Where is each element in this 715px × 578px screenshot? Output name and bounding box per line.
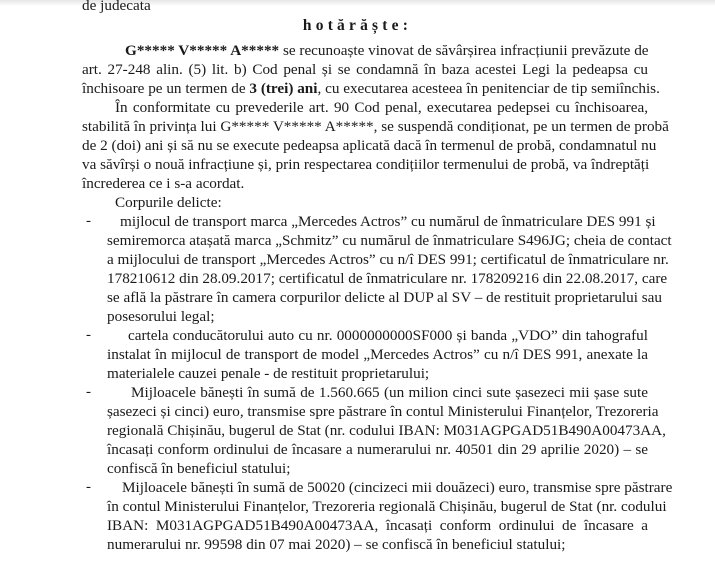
evidence-item-1-line-2: semiremorca atașată marca „Schmitz” cu numărul de înmatriculare S496JG; cheia de contact — [107, 232, 672, 249]
evidence-item-1-line-6: posesorului legal; — [107, 308, 215, 325]
bullet-dash: - — [86, 479, 91, 495]
verdict-line-3 — [82, 79, 660, 98]
bullet-dash: - — [86, 327, 91, 343]
top-fragment: de judecata — [82, 0, 151, 14]
evidence-item-3-line-1: Mijloacele bănești în sumă de 1.560.665 (un milion cinci sute șasezeci mii șase sute — [131, 384, 648, 401]
bullet-dash: - — [86, 384, 91, 400]
evidence-item-4-line-2: în contul Ministerului Finanțelor, Trezoreria regională Chișinău, bugerul de Stat (nr. codului — [107, 498, 667, 515]
evidence-item-1-line-5: se află la păstrare în camera corpurilor delicte al DUP al SV – de restituit proprietarului sau — [107, 289, 662, 306]
suspension-line-4: va săvîrși o nouă infracțiune și, prin respectarea condițiilor termenului de probă, va îndreptăți — [82, 156, 650, 173]
suspension-line-5: încrederea ce i s-a acordat. — [82, 175, 245, 192]
evidence-item-4-line-4: numerarului nr. 99598 din 07 mai 2020) – se confiscă în beneficiul statului; — [107, 536, 566, 553]
suspension-line-1: În conformitate cu prevederile art. 90 Cod penal, executarea pedepsei cu închisoarea, — [115, 99, 648, 116]
verdict-text: , cu executarea acesteea în penitenciar de tip semiînchis. — [317, 80, 660, 97]
evidence-item-3-line-5: confiscă în beneficiul statului; — [107, 460, 291, 477]
bullet-dash: - — [86, 213, 91, 229]
suspension-line-2: stabilită în privința lui G***** V***** A*****, se suspendă condiționat, pe un termen de probă — [82, 118, 669, 135]
evidence-item-3-line-2: șasezeci și cinci) euro, transmise spre păstrare în contul Ministerului Finanțelor, Trezoreria — [107, 403, 659, 420]
evidence-item-3-line-3: regională Chișinău, bugerul de Stat (nr. codului IBAN: M031AGPGAD51B490A00473AA, — [107, 422, 666, 439]
evidence-item-4-line-3: IBAN: M031AGPGAD51B490A00473AA, încasați conform ordinului de încasare a — [107, 517, 648, 534]
evidence-item-2-line-2: instalat în mijlocul de transport de model „Mercedes Actros” cu n/î DES 991, anexate la — [107, 346, 648, 363]
evidence-item-3-line-4: încasați conform ordinului de încasare a numerarului nr. 40501 din 29 aprilie 2020) – se — [107, 441, 648, 458]
evidence-item-1-line-4: 178210612 din 28.09.2017; certificatul de înmatriculare nr. 178209216 din 22.08.2017, care — [107, 270, 668, 287]
evidence-item-1-line-1: mijlocul de transport marca „Mercedes Actros” cu numărul de înmatriculare DES 991 și — [120, 213, 656, 230]
evidence-item-2-line-1: cartela conducătorului auto cu nr. 0000000000SF000 și banda „VDO” din tahograful — [128, 327, 648, 344]
evidence-item-4-line-1: Mijloacele bănești în sumă de 50020 (cincizeci mii douăzeci) euro, transmise spre păstrare — [122, 479, 673, 496]
suspension-line-3: de 2 (doi) ani și să nu se execute pedeapsa aplicată dacă în termenul de probă, condamnatul nu — [82, 137, 657, 154]
verdict-text: se recunoaște vinovat de săvârșirea infracțiunii prevăzute de — [279, 42, 649, 59]
defendant-name: G***** V***** A***** — [125, 42, 280, 59]
section-heading: hotărăște: — [302, 17, 413, 34]
evidence-label: Corpurile delicte: — [115, 194, 222, 211]
verdict-line-2: art. 27-248 alin. (5) lit. b) Cod penal și se condamnă în baza acestei Legi la pedeapsa cu — [82, 61, 648, 78]
evidence-item-1-line-3: a mijlocului de transport „Mercedes Actros” cu n/î DES 991; certificatul de înmatriculare nr. — [107, 251, 669, 268]
verdict-text: închisoare pe un termen de — [82, 80, 250, 97]
sentence-term: 3 (trei) ani — [249, 80, 318, 97]
evidence-item-2-line-3: materialele cauzei penale - de restituit proprietarului; — [107, 365, 430, 382]
verdict-line-1 — [125, 41, 648, 60]
